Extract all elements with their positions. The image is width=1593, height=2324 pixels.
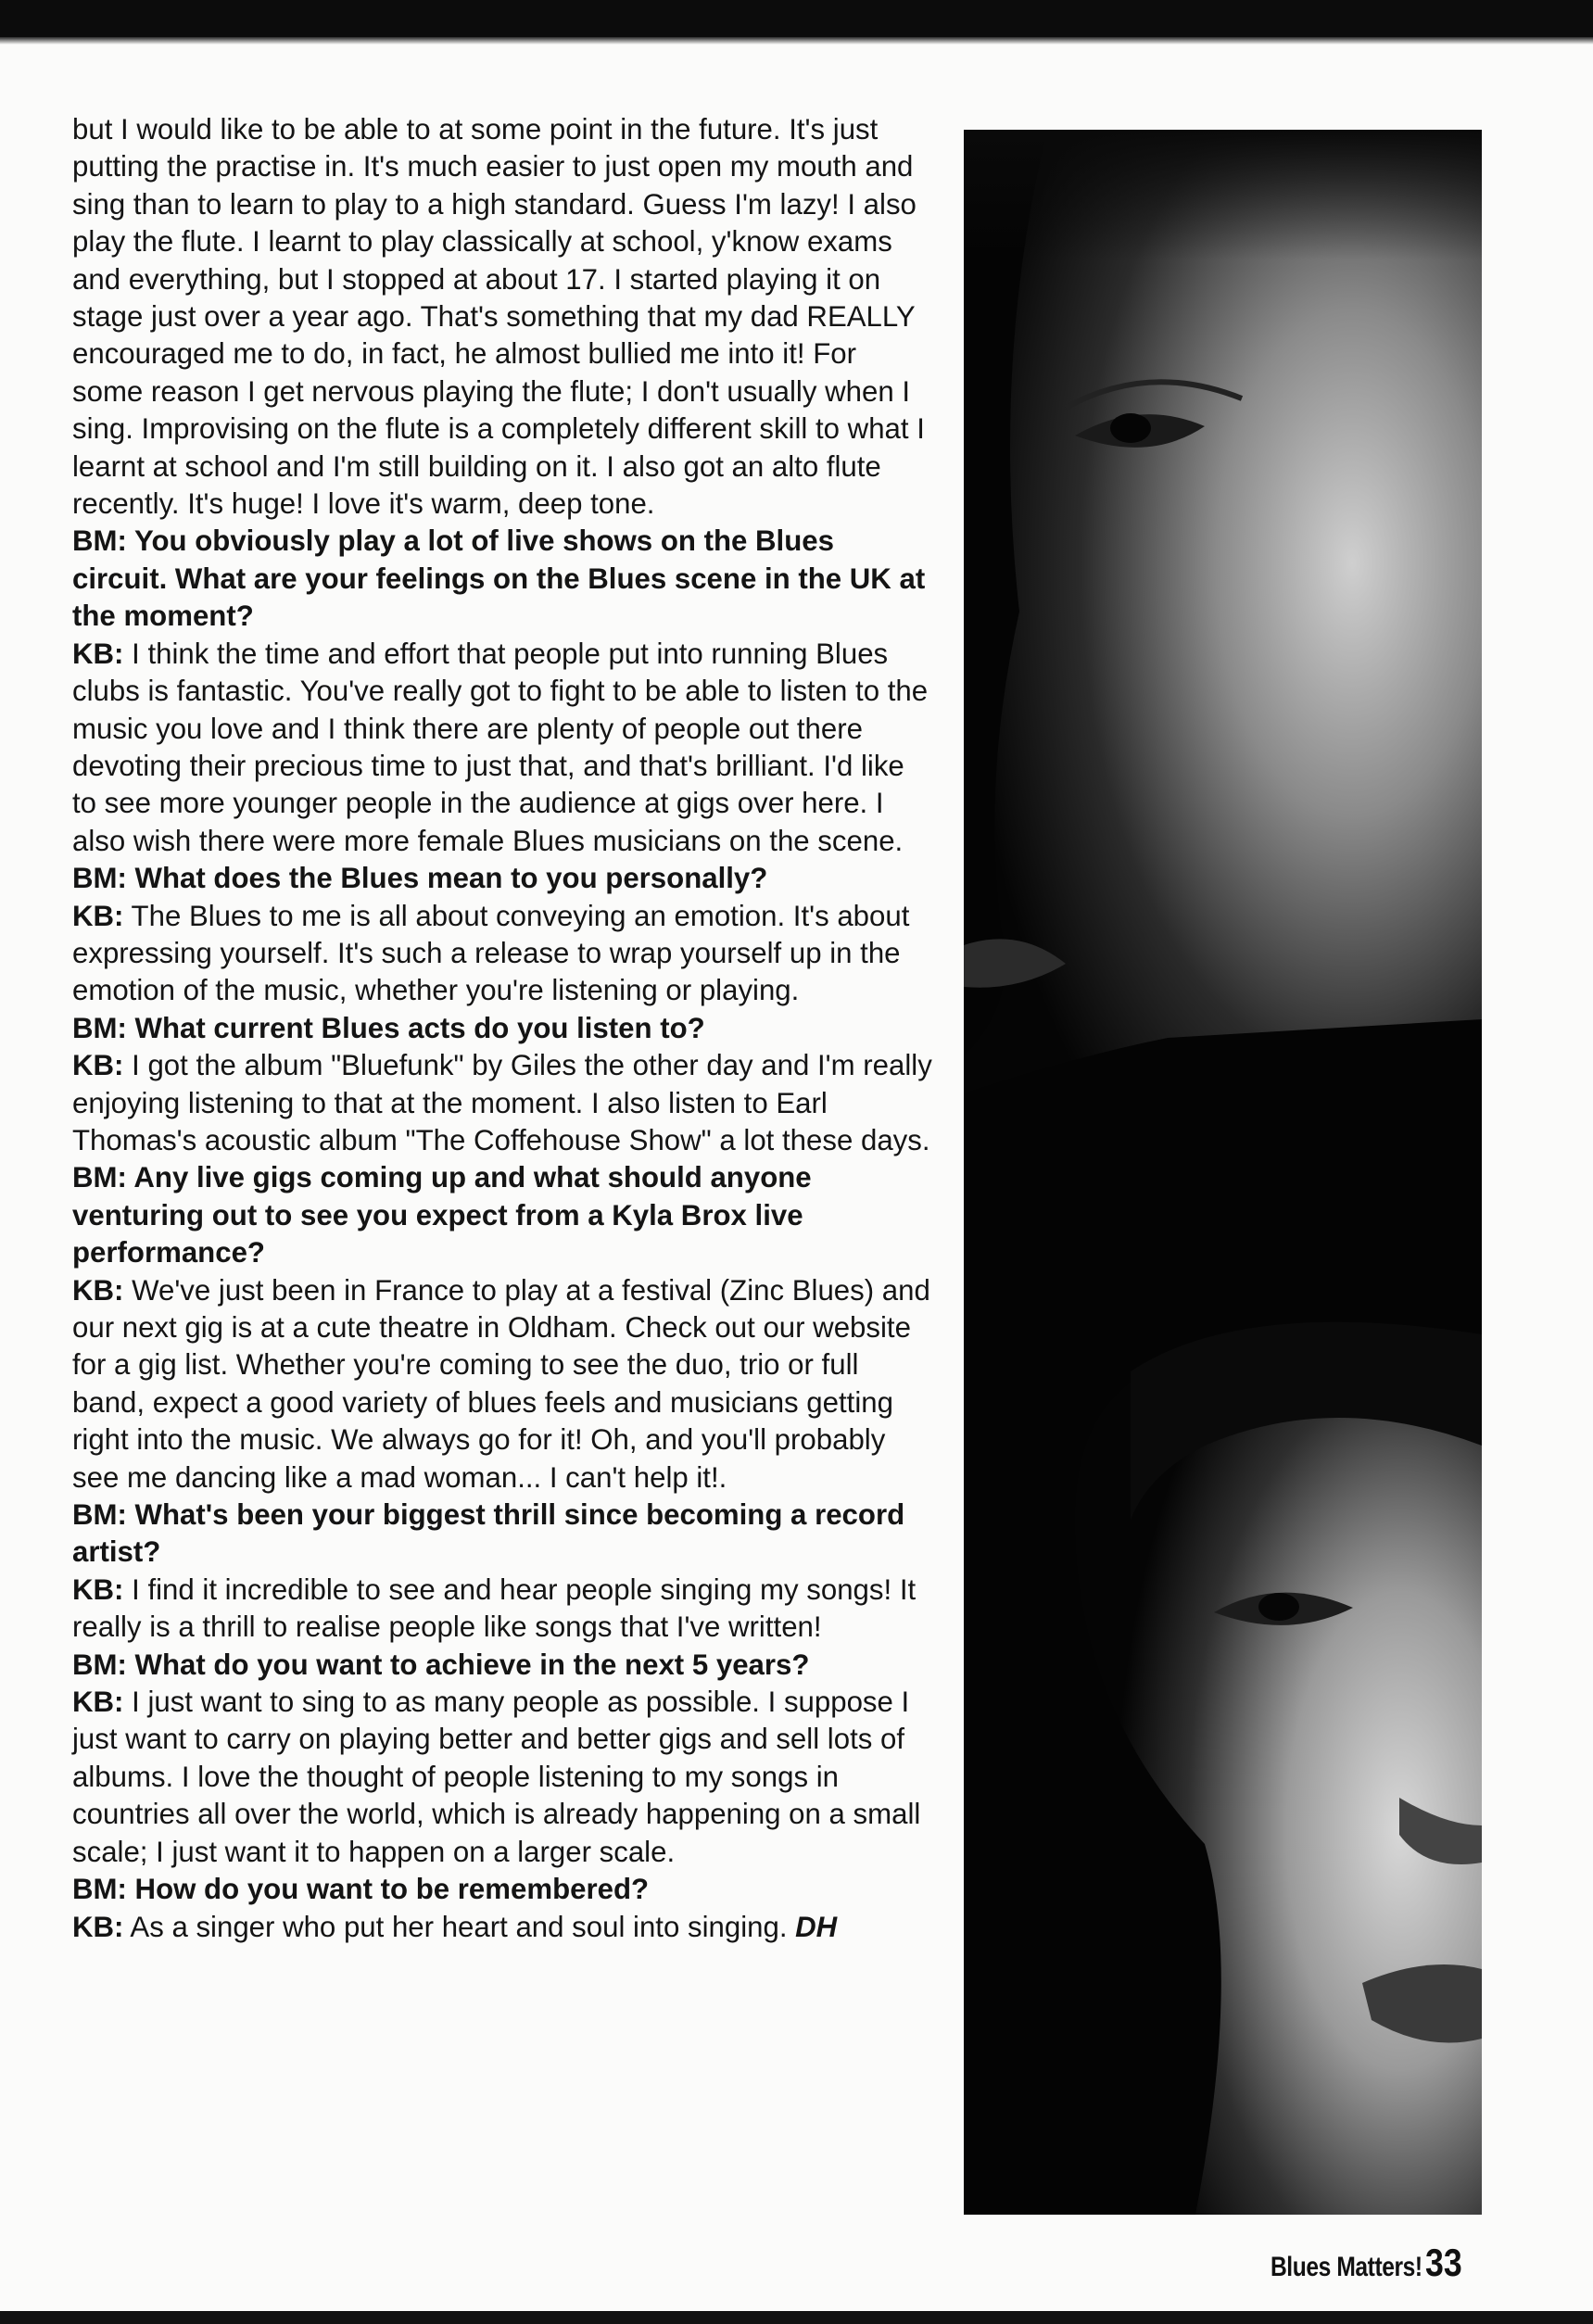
- author-credit: DH: [795, 1910, 838, 1943]
- page-footer: [1237, 2241, 1469, 2285]
- speaker-label: KB:: [72, 1910, 124, 1943]
- answer-1: [72, 636, 934, 860]
- speaker-label: KB:: [72, 1049, 124, 1082]
- answer-text: We've just been in France to play at a festival (Zinc Blues) and our next gig is at a cute theatre in Oldham. Check out our website for a gig list. Whether you're coming to see the duo, trio or full band, expect a good variety of blues feels and musicians getting right into the music. We always go for it! Oh, and you'll probably see me dancing like a mad woman... I can't help it!.: [72, 1273, 930, 1494]
- question-7: BM: How do you want to be remembered?: [72, 1873, 650, 1906]
- top-border-fade: [0, 37, 1593, 44]
- speaker-label: KB:: [72, 1273, 124, 1307]
- portrait-photo: [964, 130, 1482, 2215]
- answer-2: [72, 898, 934, 1010]
- answer-text: I just want to sing to as many people as possible. I suppose I just want to carry on playing better and better gigs and sell lots of albums. I love the thought of people listening to my songs in countries all over the world, which is already happening on a small scale; I just want it to happen on a larger scale.: [72, 1686, 921, 1868]
- answer-text: The Blues to me is all about conveying an emotion. It's about expressing yourself. It's such a release to wrap yourself up in the emotion of the music, whether you're listening or playing.: [72, 899, 910, 1007]
- question-6: BM: What do you want to achieve in the next 5 years?: [72, 1648, 810, 1681]
- answer-7: [72, 1909, 934, 1946]
- answer-5: [72, 1572, 934, 1647]
- answer-text: I find it incredible to see and hear people singing my songs! It really is a thrill to realise people like songs that I've written!: [72, 1572, 917, 1644]
- bottom-border: [0, 2311, 1593, 2324]
- question-2: BM: What does the Blues mean to you personally?: [72, 862, 768, 895]
- question-3: BM: What current Blues acts do you listen to?: [72, 1011, 705, 1044]
- answer-text: I think the time and effort that people put into running Blues clubs is fantastic. You've really got to fight to be able to listen to the music you love and I think there are plenty of people out there devoting their precious time to just that, and that's brilliant. I'd like to see more younger people in the audience at gigs over here. I also wish there were more female Blues musicians on the scene.: [72, 637, 929, 857]
- speaker-label: KB:: [72, 899, 124, 932]
- top-border: [0, 0, 1593, 37]
- question-5: BM: What's been your biggest thrill since becoming a record artist?: [72, 1498, 905, 1569]
- lead-paragraph: but I would like to be able to at some point in the future. It's just putting the practise in. It's much easier to just open my mouth and sing than to learn to play to a high standard. Guess I'm lazy! I also play the flute. I learnt to play classically at school, y'know exams and everything, but I stopped at about 17. I started playing it on stage just over a year ago. That's something that my dad REALLY encouraged me to do, in fact, he almost bullied me into it! For some reason I get nervous playing the flute; I don't usually when I sing. Improvising on the flute is a completely different skill to what I learnt at school and I'm still building on it. I also got an alto flute recently. It's huge! I love it's warm, deep tone.: [72, 113, 925, 521]
- question-1: BM: You obviously play a lot of live shows on the Blues circuit. What are your feelings on the Blues scene in the UK at the moment?: [72, 524, 926, 633]
- answer-3: [72, 1047, 934, 1159]
- interview-article: [72, 111, 934, 1946]
- speaker-label: KB:: [72, 637, 124, 670]
- answer-text: I got the album "Bluefunk" by Giles the other day and I'm really enjoying listening to that at the moment. I also listen to Earl Thomas's acoustic album "The Coffehouse Show" a lot these days.: [72, 1049, 932, 1156]
- page-number: 33: [1425, 2241, 1462, 2284]
- speaker-label: KB:: [72, 1572, 124, 1606]
- answer-text: As a singer who put her heart and soul into singing.: [130, 1910, 788, 1943]
- answer-4: [72, 1272, 934, 1497]
- speaker-label: KB:: [72, 1686, 124, 1719]
- question-4: BM: Any live gigs coming up and what should anyone venturing out to see you expect from a Kyla Brox live performance?: [72, 1161, 812, 1269]
- magazine-name: Blues Matters!: [1270, 2252, 1422, 2282]
- portrait-illustration: [964, 130, 1482, 2215]
- answer-6: [72, 1684, 934, 1871]
